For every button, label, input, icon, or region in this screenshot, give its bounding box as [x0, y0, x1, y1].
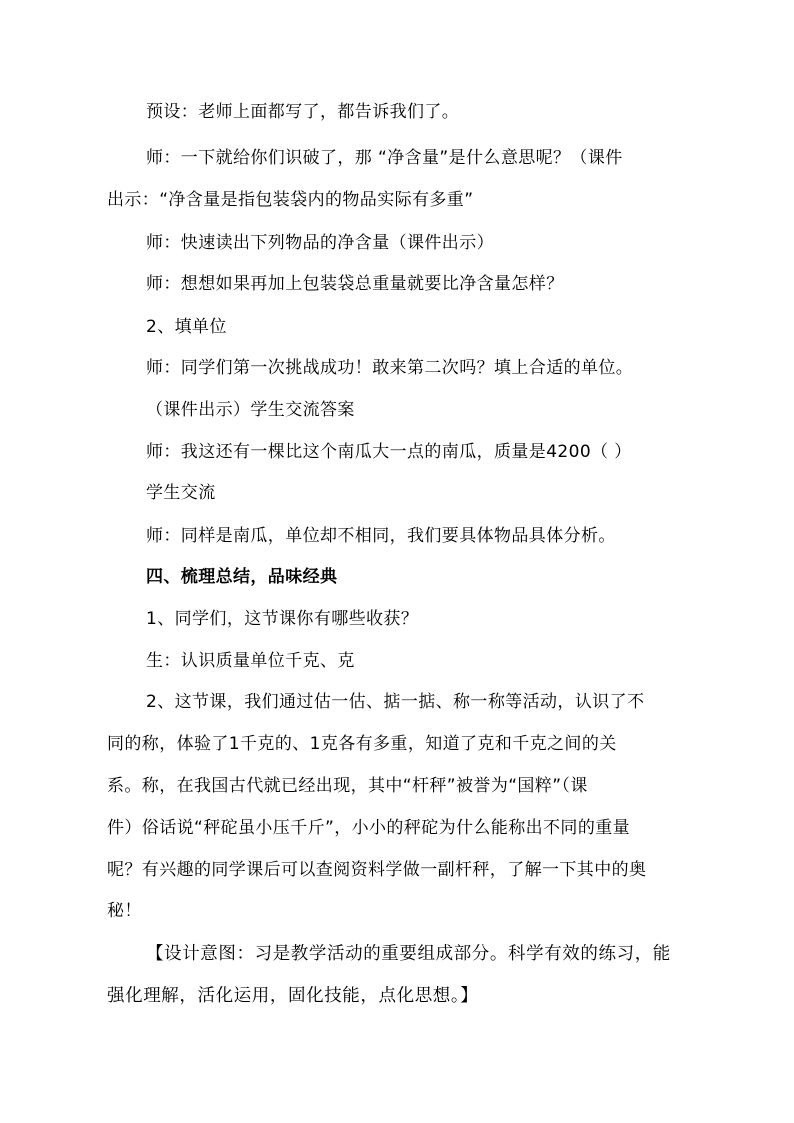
text-line: 件）俗话说“秤砣虽小压千斤”，小小的秤砣为什么能称出不同的重量: [107, 818, 631, 838]
design-note-line: 【设计意图：习是教学活动的重要组成部分。科学有效的练习，能: [146, 944, 671, 964]
text-line: 系。称，在我国古代就已经出现，其中“杆秤”被誉为“国粹”（课: [107, 776, 588, 796]
text-line: 师：想想如果再加上包装袋总重量就要比净含量怎样？: [146, 274, 564, 294]
text-line: 秘！: [107, 901, 142, 921]
text-line: 师：同学们第一次挑战成功！敢来第二次吗？填上合适的单位。: [146, 358, 634, 378]
text-line: （课件出示）学生交流答案: [146, 400, 355, 420]
text-line: 预设：老师上面都写了，都告诉我们了。: [146, 102, 460, 122]
design-note-line: 强化理解，活化运用，固化技能，点化思想。】: [107, 986, 479, 1006]
text-line: 师：同样是南瓜，单位却不相同，我们要具体物品具体分析。: [146, 526, 616, 546]
text-line: 2、填单位: [146, 317, 227, 337]
text-line: 学生交流: [146, 483, 216, 503]
text-line: 2、这节课，我们通过估一估、掂一掂、称一称等活动，认识了不: [146, 692, 645, 712]
text-line: 师：一下就给你们识破了，那 “净含量”是什么意思呢？（课件: [146, 148, 623, 168]
text-line: 师：快速读出下列物品的净含量（课件出示）: [146, 233, 494, 253]
text-line: 生：认识质量单位千克、克: [146, 651, 355, 671]
text-line: 同的称，体验了1千克的、1克各有多重，知道了克和千克之间的关: [107, 734, 617, 754]
text-line: 呢？有兴趣的同学课后可以查阅资料学做一副杆秤，了解一下其中的奥: [107, 860, 647, 880]
section-heading: 四、梳理总结，品味经典: [146, 567, 338, 587]
text-line: 师：我这还有一棵比这个南瓜大一点的南瓜，质量是4200（ ）: [146, 442, 632, 462]
text-line: 出示：“净含量是指包装袋内的物品实际有多重”: [107, 190, 474, 210]
text-line: 1、同学们，这节课你有哪些收获？: [146, 609, 419, 629]
